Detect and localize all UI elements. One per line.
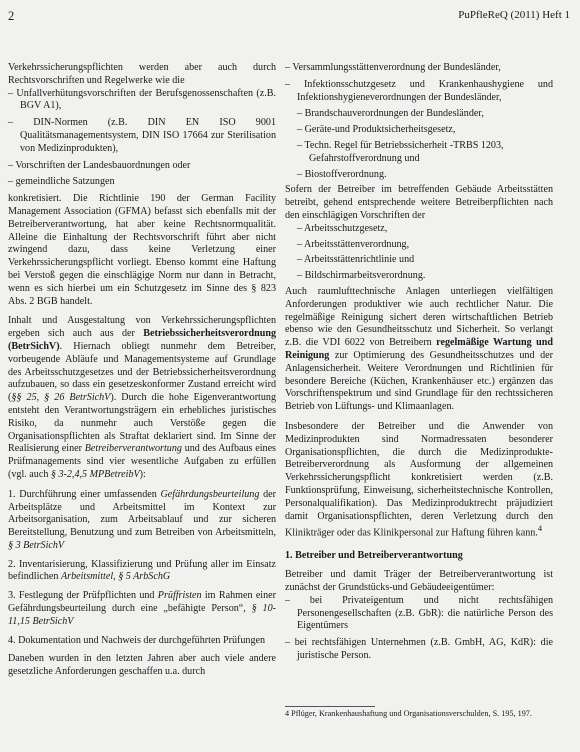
left-column <box>8 62 276 686</box>
sub-list-item: – Arbeitsstättenrichtlinie und <box>297 254 415 266</box>
sub-list-item: – Arbeitsstättenverordnung, <box>297 238 410 250</box>
body-paragraph: Auch raumlufttechnische Anlagen unterliegen vielfältigen Anforderungen produktiver wie auch rechtlicher Natur. Die regelmäßige Reinigung sichert deren wirtschaftlichen Betrieb ebenso wie den Gesundheitsschutz und Sicherheit. So verlangt z.B. die VDI 6022 von Betreibern regelmäßige Wartung und Reinigung zur Optimierung des Gesundheitsschutzes und der Anlagensicherheit. Weitere Verordnungen und Richtlinien für besondere Bereiche (Küchen, Krankenhäuser etc.) ergänzen das Vorschriftenspektrum und sind Grundlage für den rechtssicheren Betrieb von Lüftungs- und Klimaanlagen. <box>285 285 553 413</box>
sub-list-item: – Techn. Regel für Betriebssicherheit -TRBS 1203, Gefahrstoffverordnung und <box>297 139 504 164</box>
list-item: – gemeindliche Satzungen <box>8 176 115 188</box>
body-paragraph: Daneben wurden in den letzten Jahren aber auch viele andere gesetzliche Anforderungen geschaffen u.a. durch <box>8 653 276 678</box>
body-paragraph: konkretisiert. Die Richtlinie 190 der German Facility Management Association (GFMA) befasst sich ebenfalls mit der Betreiberverantwortung, hat aber keine Rechtsnormqualität. Alleine die Einhaltung der Rechtsvorschrift führt aber nicht zwingend dazu, dass keine Verletzung einer Verkehrssicherungspflicht vorliegt. Ebenso kommt eine Haftung bei Verstoß gegen die einschlägige Norm nur dann in Betracht, wenn es sich hierbei um ein Schutzgesetz im Sinne des § 823 Abs. 2 BGB handelt. <box>8 193 276 307</box>
list-item: – Infektionsschutzgesetz und Krankenhaushygiene und Infektionshygieneverordnungen der Bundesländer, <box>285 78 553 103</box>
page-header <box>8 9 570 25</box>
list-item: – Versammlungsstättenverordnung der Bundesländer, <box>285 62 501 73</box>
regulations-list <box>8 88 276 190</box>
bold-term: Betriebssicherheitsverordnung (BetrSichV) <box>8 328 276 352</box>
list-item: – Unfallverhütungsvorschriften der Berufsgenossenschaften (z.B. BGV A1), <box>8 87 276 112</box>
body-paragraph: Insbesondere der Betreiber und die Anwender von Medizinprodukten sind Normadressaten besonderer Organisationspflichten, die durch die Medizinprodukte-Betreiberverordnung als Ausformung der allgemeinen Verkehrssicherungspflicht konkretisiert werden (z.B. Funktionsprüfung, Einweisung, sicherheitstechnische Kontrollen, Personalqualifikation). Das Medizinproduktrecht präjudiziert damit Organisationspflichten, deren Verletzung durch den Klinikträger oder das Klinikpersonal zur Haftung führen kann.$^4$ <box>285 420 553 539</box>
list-item: – bei rechtsfähigen Unternehmen (z.B. GmbH, AG, KdR): die juristische Person. <box>285 637 553 662</box>
page-number: 2 <box>8 9 15 23</box>
right-column <box>285 62 553 667</box>
intro-paragraph: Verkehrssicherungspflichten werden aber auch durch Rechtsvorschriften und Regelwerke wie die <box>8 62 276 86</box>
bold-term: regelmäßige Wartung und Reinigung <box>285 337 553 361</box>
list-item: – bei Privateigentum und nicht rechtsfähigen Personengesellschaften (z.B. GbR): die natürliche Person des Eigentümers <box>285 594 553 632</box>
list-item: – DIN-Normen (z.B. DIN EN ISO 9001 Qualitätsmanagementsystem, DIN ISO 17664 zur Sterilisation von Medizinprodukten), <box>8 117 276 154</box>
numbered-item: 4. Dokumentation und Nachweis der durchgeführten Prüfungen <box>8 634 266 646</box>
numbered-item: 2. Inventarisierung, Klassifizierung und Prüfung aller im Einsatz befindlichen Arbeitsmittel, § 5 ArbSchG <box>8 558 276 583</box>
numbered-item: 3. Festlegung der Prüfpflichten und Prüffristen im Rahmen einer Gefährdungsbeurteilung durch eine „befähigte Person“, § 10-11,15 BetrSichV <box>8 590 276 627</box>
numbered-item: 1. Durchführung einer umfassenden Gefährdungsbeurteilung der Arbeitsplätze und Arbeitsmittel im Kontext zur Arbeitsorganisation, zum Arbeitsablauf und zur sicheren Bereitstellung, Benutzung und zum Betreiben von Arbeitsmitteln, § 3 BetrSichV <box>8 488 276 551</box>
journal-running-head: PuPfleReQ (2011) Heft 1 <box>458 9 570 21</box>
body-paragraph: Inhalt und Ausgestaltung von Verkehrssicherungspflichten ergeben sich auch aus der Betriebssicherheitsverordnung (BetrSichV). Hiernach obliegt nunmehr dem Betreiber, vorbeugende Abläufe und Managementsysteme auf Grundlage des Arbeitsschutzgesetzes und der Betriebssicherheitsverordnung aufzubauen, so dass ein gesetzeskonformer Zustand erreicht wird (§§ 25, § 26 BetrSichV). Durch die hohe Eigenverantwortung entsteht den Verantwortungsträgern ein erhebliches juristisches Risiko, da nunmehr auch Verstöße gegen die Organisationspflichten als Straftat deklariert sind. Im Sinne der Realisierung einer Betreiberverantwortung und des Aufbaus eines Prüfmanagements sind vier wesentliche Aufgaben zu erfüllen (vgl. auch § 3-2,4,5 MPBetreibV): <box>8 315 276 480</box>
list-item: – Vorschriften der Landesbauordnungen oder <box>8 159 191 171</box>
section-heading: 1. Betreiber und Betreiberverantwortung <box>285 550 463 562</box>
footnote-divider <box>285 706 375 707</box>
body-paragraph: Betreiber und damit Träger der Betreiberverantwortung ist zunächst der Grundstücks-und Gebäudeeigentümer: <box>285 569 553 594</box>
sub-list-item: – Geräte-und Produktsicherheitsgesetz, <box>297 124 456 136</box>
sub-list-item: – Arbeitsschutzgesetz, <box>297 222 388 234</box>
sub-list-item: – Bildschirmarbeitsverordnung. <box>297 270 426 282</box>
sub-list-item: – Brandschauverordnungen der Bundesländer, <box>297 108 484 120</box>
body-paragraph: Sofern der Betreiber im betreffenden Gebäude Arbeitsstätten betreibt, gehend entsprechende weitere Betreiberpflichten nach den einschlägigen Vorschriften der <box>285 184 553 221</box>
footnote: 4 Pflüger, Krankenhaushaftung und Organisationsverschulden, S. 195, 197. <box>285 709 532 718</box>
sub-list-item: – Biostoffverordnung. <box>297 168 387 180</box>
footnote-ref: 4 <box>537 524 543 534</box>
